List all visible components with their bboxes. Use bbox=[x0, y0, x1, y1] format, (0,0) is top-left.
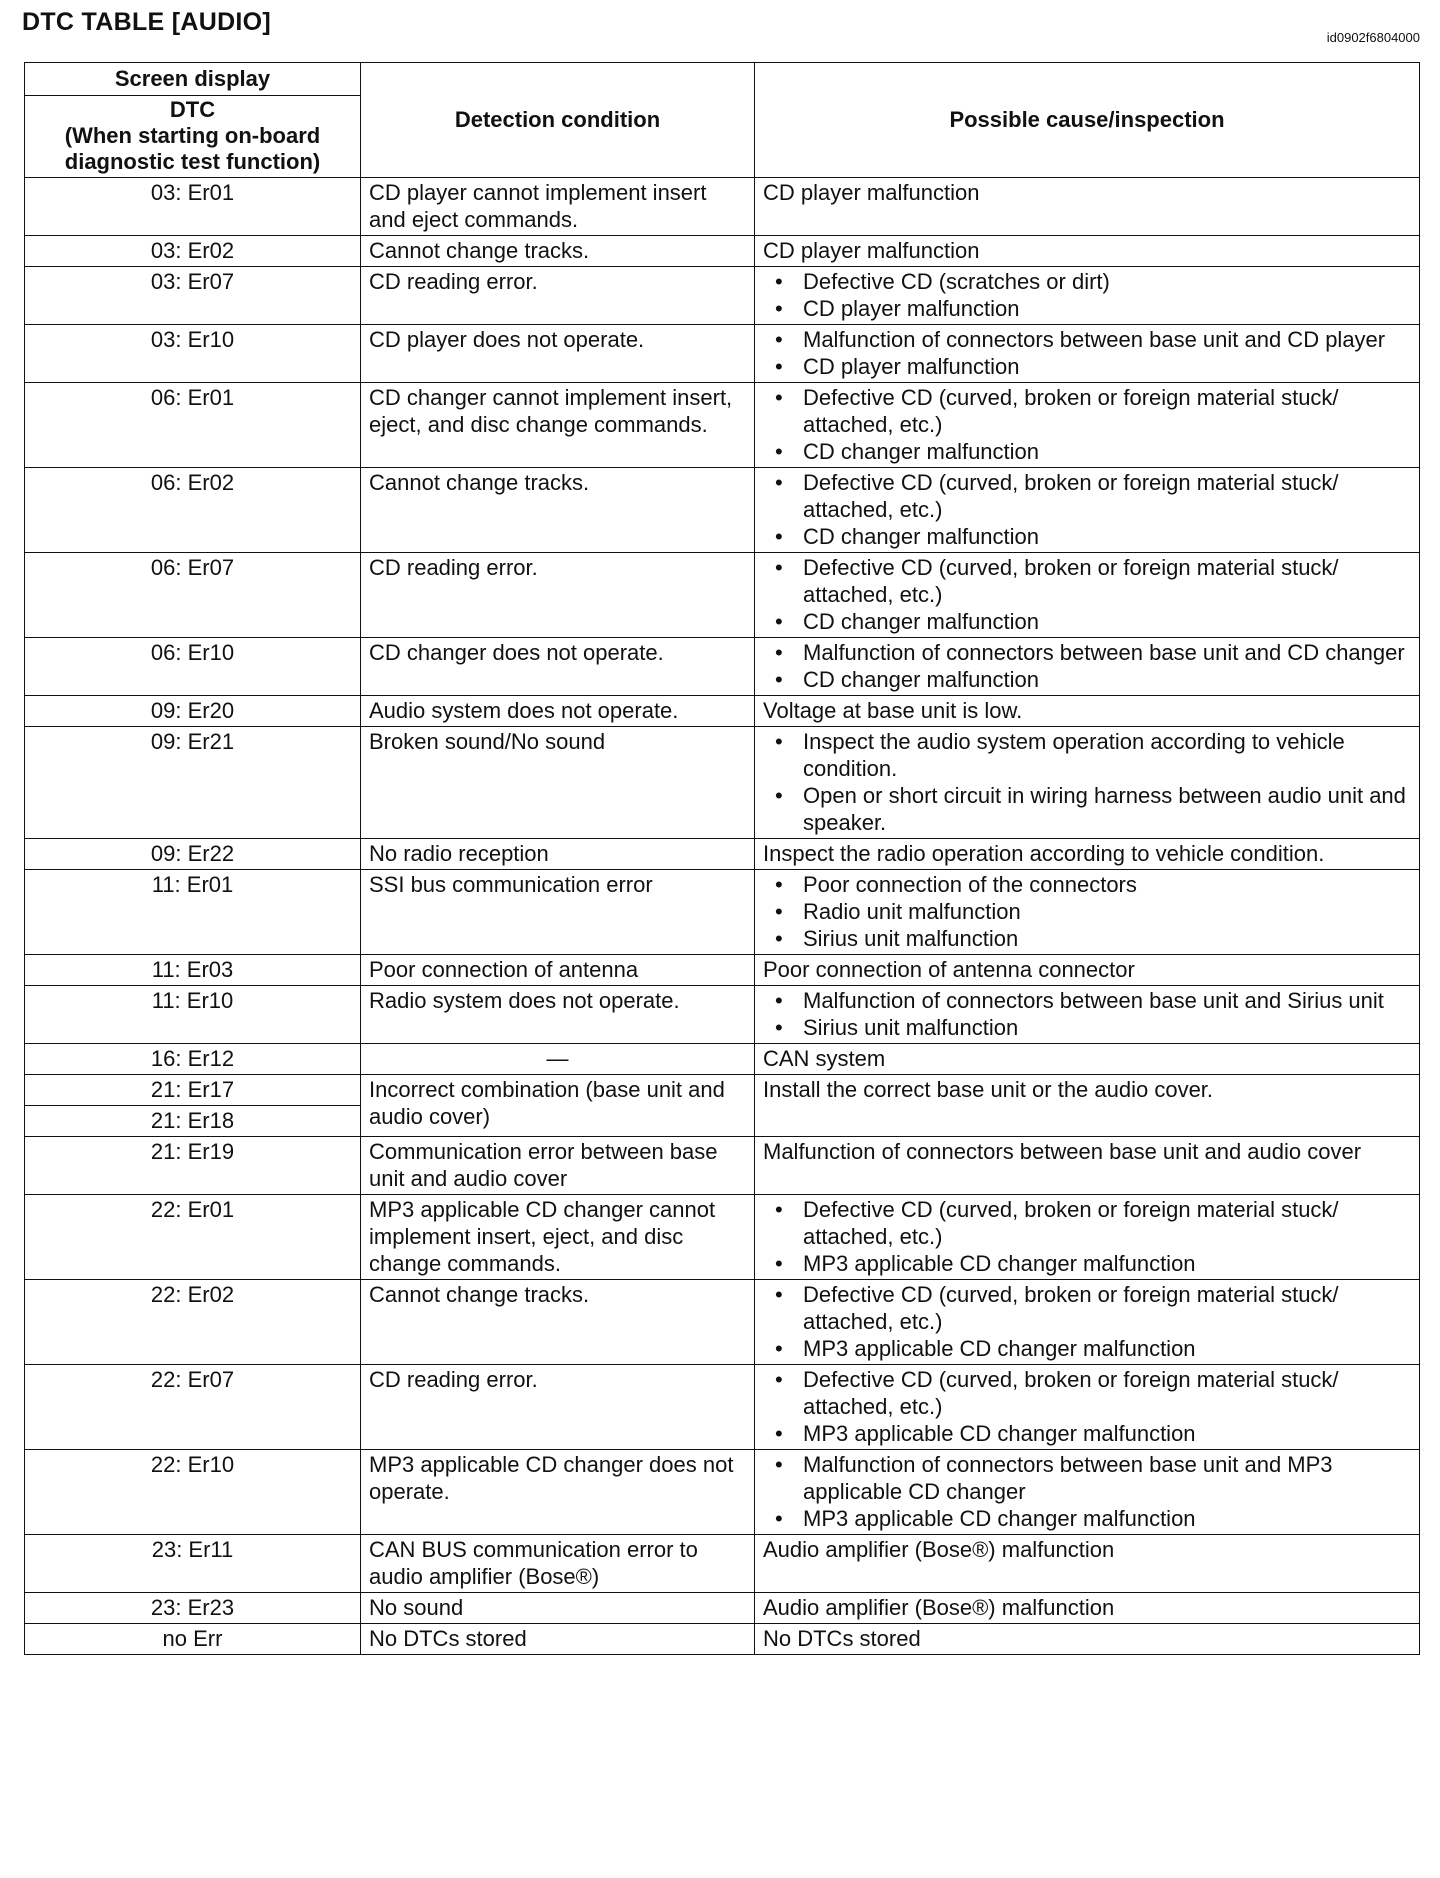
dtc-code-cell: 03: Er01 bbox=[25, 178, 361, 236]
table-row bbox=[25, 468, 1420, 553]
table-row bbox=[25, 267, 1420, 325]
table-row bbox=[25, 1450, 1420, 1535]
table-row bbox=[25, 638, 1420, 696]
dtc-code-cell: 22: Er07 bbox=[25, 1365, 361, 1450]
header-dtc bbox=[25, 96, 361, 178]
detection-condition-cell: CD reading error. bbox=[361, 1365, 755, 1450]
detection-condition-cell: CAN BUS communication error to audio amplifier (Bose®) bbox=[361, 1535, 755, 1593]
table-row bbox=[25, 1195, 1420, 1280]
possible-cause-cell bbox=[755, 1450, 1420, 1535]
dtc-code-cell: 23: Er23 bbox=[25, 1593, 361, 1624]
cause-list-item: • MP3 applicable CD changer malfunction bbox=[803, 1250, 1411, 1277]
dtc-code-cell: 11: Er03 bbox=[25, 955, 361, 986]
cause-list bbox=[763, 639, 1411, 693]
detection-condition-cell: Communication error between base unit and audio cover bbox=[361, 1137, 755, 1195]
cause-list bbox=[763, 384, 1411, 465]
possible-cause-cell bbox=[755, 267, 1420, 325]
detection-condition-cell: CD reading error. bbox=[361, 553, 755, 638]
dtc-code-cell: 11: Er10 bbox=[25, 986, 361, 1044]
table-row bbox=[25, 1137, 1420, 1195]
detection-condition-cell: No radio reception bbox=[361, 839, 755, 870]
cause-list-item: • Defective CD (curved, broken or foreign material stuck/ attached, etc.) bbox=[803, 384, 1411, 438]
possible-cause-cell bbox=[755, 553, 1420, 638]
dtc-code-cell: 21: Er19 bbox=[25, 1137, 361, 1195]
dtc-code-cell: 03: Er07 bbox=[25, 267, 361, 325]
table-row bbox=[25, 1535, 1420, 1593]
detection-condition-cell: No sound bbox=[361, 1593, 755, 1624]
dtc-code-cell: 03: Er02 bbox=[25, 236, 361, 267]
cause-list bbox=[763, 1451, 1411, 1532]
possible-cause-cell bbox=[755, 1195, 1420, 1280]
detection-condition-cell: Incorrect combination (base unit and audio cover) bbox=[361, 1075, 755, 1137]
cause-list-item: • Defective CD (curved, broken or foreign material stuck/ attached, etc.) bbox=[803, 1366, 1411, 1420]
cause-list-item: • Malfunction of connectors between base unit and CD changer bbox=[803, 639, 1411, 666]
dtc-code-cell: 09: Er22 bbox=[25, 839, 361, 870]
dtc-code-cell: 21: Er18 bbox=[25, 1106, 361, 1137]
table-row bbox=[25, 727, 1420, 839]
cause-list bbox=[763, 987, 1411, 1041]
dtc-code-cell: 22: Er02 bbox=[25, 1280, 361, 1365]
dtc-code-cell: 06: Er01 bbox=[25, 383, 361, 468]
cause-list-item: • MP3 applicable CD changer malfunction bbox=[803, 1335, 1411, 1362]
detection-condition-cell: — bbox=[361, 1044, 755, 1075]
cause-list-item: • MP3 applicable CD changer malfunction bbox=[803, 1420, 1411, 1447]
possible-cause-cell bbox=[755, 986, 1420, 1044]
cause-list-item: • CD changer malfunction bbox=[803, 666, 1411, 693]
header-screen-display: Screen display bbox=[25, 63, 361, 96]
header-possible-cause: Possible cause/inspection bbox=[755, 63, 1420, 178]
cause-list-item: • CD changer malfunction bbox=[803, 523, 1411, 550]
cause-list-item: • MP3 applicable CD changer malfunction bbox=[803, 1505, 1411, 1532]
table-row bbox=[25, 870, 1420, 955]
detection-condition-cell: CD changer cannot implement insert, eject, and disc change commands. bbox=[361, 383, 755, 468]
header-dtc-text: DTC (When starting on-board diagnostic test function) bbox=[64, 97, 321, 174]
cause-list-item: • Poor connection of the connectors bbox=[803, 871, 1411, 898]
possible-cause-cell: CAN system bbox=[755, 1044, 1420, 1075]
table-row bbox=[25, 553, 1420, 638]
dtc-code-cell: no Err bbox=[25, 1624, 361, 1655]
possible-cause-cell: Malfunction of connectors between base unit and audio cover bbox=[755, 1137, 1420, 1195]
dtc-code-cell: 03: Er10 bbox=[25, 325, 361, 383]
dtc-table bbox=[24, 62, 1420, 1655]
table-row bbox=[25, 1280, 1420, 1365]
possible-cause-cell: Voltage at base unit is low. bbox=[755, 696, 1420, 727]
cause-list-item: • Malfunction of connectors between base unit and Sirius unit bbox=[803, 987, 1411, 1014]
cause-list-item: • CD changer malfunction bbox=[803, 608, 1411, 635]
page-title: DTC TABLE [AUDIO] bbox=[22, 8, 272, 36]
cause-list bbox=[763, 871, 1411, 952]
cause-list-item: • CD player malfunction bbox=[803, 295, 1411, 322]
possible-cause-cell: CD player malfunction bbox=[755, 178, 1420, 236]
possible-cause-cell bbox=[755, 325, 1420, 383]
detection-condition-cell: MP3 applicable CD changer does not operate. bbox=[361, 1450, 755, 1535]
dtc-code-cell: 06: Er10 bbox=[25, 638, 361, 696]
possible-cause-cell bbox=[755, 383, 1420, 468]
dtc-code-cell: 16: Er12 bbox=[25, 1044, 361, 1075]
possible-cause-cell: Install the correct base unit or the audio cover. bbox=[755, 1075, 1420, 1137]
cause-list bbox=[763, 268, 1411, 322]
detection-condition-cell: Radio system does not operate. bbox=[361, 986, 755, 1044]
cause-list bbox=[763, 728, 1411, 836]
dtc-code-cell: 22: Er01 bbox=[25, 1195, 361, 1280]
cause-list-item: • Defective CD (curved, broken or foreign material stuck/ attached, etc.) bbox=[803, 554, 1411, 608]
possible-cause-cell bbox=[755, 1280, 1420, 1365]
table-row bbox=[25, 839, 1420, 870]
cause-list-item: • Radio unit malfunction bbox=[803, 898, 1411, 925]
dtc-code-cell: 09: Er21 bbox=[25, 727, 361, 839]
table-body bbox=[25, 178, 1420, 1655]
dtc-code-cell: 21: Er17 bbox=[25, 1075, 361, 1106]
cause-list-item: • CD changer malfunction bbox=[803, 438, 1411, 465]
dtc-code-cell: 09: Er20 bbox=[25, 696, 361, 727]
cause-list bbox=[763, 1196, 1411, 1277]
detection-condition-cell: CD player cannot implement insert and eject commands. bbox=[361, 178, 755, 236]
cause-list-item: • Inspect the audio system operation according to vehicle condition. bbox=[803, 728, 1411, 782]
cause-list-item: • Defective CD (curved, broken or foreign material stuck/ attached, etc.) bbox=[803, 1196, 1411, 1250]
table-row bbox=[25, 325, 1420, 383]
table-row bbox=[25, 986, 1420, 1044]
detection-condition-cell: Broken sound/No sound bbox=[361, 727, 755, 839]
possible-cause-cell bbox=[755, 638, 1420, 696]
possible-cause-cell bbox=[755, 870, 1420, 955]
table-header bbox=[25, 63, 1420, 178]
detection-condition-cell: Cannot change tracks. bbox=[361, 1280, 755, 1365]
possible-cause-cell: Audio amplifier (Bose®) malfunction bbox=[755, 1593, 1420, 1624]
cause-list-item: • CD player malfunction bbox=[803, 353, 1411, 380]
table-row bbox=[25, 1593, 1420, 1624]
cause-list bbox=[763, 1281, 1411, 1362]
dtc-code-cell: 23: Er11 bbox=[25, 1535, 361, 1593]
dtc-code-cell: 22: Er10 bbox=[25, 1450, 361, 1535]
table-row bbox=[25, 1044, 1420, 1075]
table-row bbox=[25, 1624, 1420, 1655]
table-row bbox=[25, 955, 1420, 986]
possible-cause-cell: Poor connection of antenna connector bbox=[755, 955, 1420, 986]
possible-cause-cell: Audio amplifier (Bose®) malfunction bbox=[755, 1535, 1420, 1593]
possible-cause-cell bbox=[755, 1365, 1420, 1450]
possible-cause-cell: CD player malfunction bbox=[755, 236, 1420, 267]
detection-condition-cell: SSI bus communication error bbox=[361, 870, 755, 955]
cause-list bbox=[763, 554, 1411, 635]
possible-cause-cell bbox=[755, 727, 1420, 839]
table-row bbox=[25, 1365, 1420, 1450]
header-detection-condition: Detection condition bbox=[361, 63, 755, 178]
possible-cause-cell: No DTCs stored bbox=[755, 1624, 1420, 1655]
table-row bbox=[25, 178, 1420, 236]
detection-condition-cell: CD player does not operate. bbox=[361, 325, 755, 383]
detection-condition-cell: Poor connection of antenna bbox=[361, 955, 755, 986]
detection-condition-cell: No DTCs stored bbox=[361, 1624, 755, 1655]
cause-list-item: • Defective CD (curved, broken or foreign material stuck/ attached, etc.) bbox=[803, 469, 1411, 523]
dtc-code-cell: 06: Er02 bbox=[25, 468, 361, 553]
table-row bbox=[25, 696, 1420, 727]
dtc-code-cell: 11: Er01 bbox=[25, 870, 361, 955]
cause-list-item: • Defective CD (curved, broken or foreign material stuck/ attached, etc.) bbox=[803, 1281, 1411, 1335]
cause-list bbox=[763, 1366, 1411, 1447]
cause-list-item: • Open or short circuit in wiring harness between audio unit and speaker. bbox=[803, 782, 1411, 836]
cause-list-item: • Sirius unit malfunction bbox=[803, 925, 1411, 952]
cause-list-item: • Malfunction of connectors between base unit and MP3 applicable CD changer bbox=[803, 1451, 1411, 1505]
cause-list-item: • Defective CD (scratches or dirt) bbox=[803, 268, 1411, 295]
dtc-code-cell: 06: Er07 bbox=[25, 553, 361, 638]
detection-condition-cell: CD changer does not operate. bbox=[361, 638, 755, 696]
cause-list bbox=[763, 326, 1411, 380]
table-row bbox=[25, 1075, 1420, 1106]
detection-condition-cell: Audio system does not operate. bbox=[361, 696, 755, 727]
detection-condition-cell: CD reading error. bbox=[361, 267, 755, 325]
detection-condition-cell: Cannot change tracks. bbox=[361, 468, 755, 553]
possible-cause-cell: Inspect the radio operation according to vehicle condition. bbox=[755, 839, 1420, 870]
cause-list-item: • Sirius unit malfunction bbox=[803, 1014, 1411, 1041]
document-id: id0902f6804000 bbox=[1326, 30, 1420, 45]
cause-list bbox=[763, 469, 1411, 550]
cause-list-item: • Malfunction of connectors between base unit and CD player bbox=[803, 326, 1411, 353]
detection-condition-cell: Cannot change tracks. bbox=[361, 236, 755, 267]
detection-condition-cell: MP3 applicable CD changer cannot implement insert, eject, and disc change commands. bbox=[361, 1195, 755, 1280]
table-row bbox=[25, 236, 1420, 267]
table-row bbox=[25, 383, 1420, 468]
possible-cause-cell bbox=[755, 468, 1420, 553]
